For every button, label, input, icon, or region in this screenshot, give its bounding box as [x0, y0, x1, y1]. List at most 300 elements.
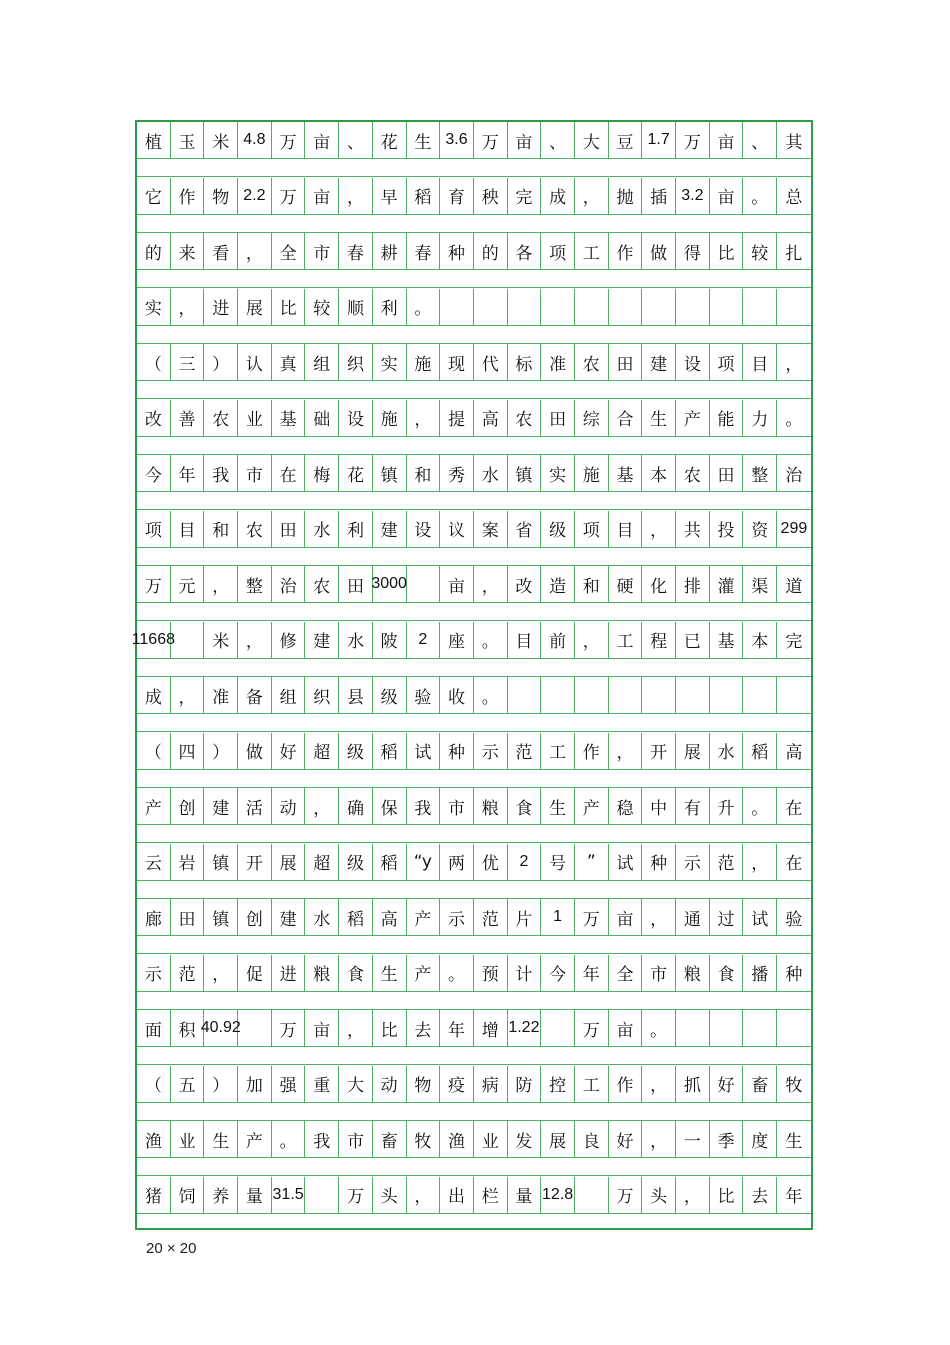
grid-cell: 粮 — [474, 788, 508, 824]
grid-cell: 12.8 — [541, 1177, 575, 1213]
grid-cell: 秧 — [474, 178, 508, 214]
text-row — [137, 233, 811, 270]
text-row — [137, 400, 811, 437]
grid-cell: 工 — [541, 733, 575, 769]
grid-cell: 米 — [204, 622, 238, 658]
grid-cell: 市 — [642, 955, 676, 991]
grid-cell: 农 — [508, 400, 542, 436]
grid-cell: 产 — [407, 955, 441, 991]
grid-cell: 两 — [440, 844, 474, 880]
grid-cell: 去 — [743, 1177, 777, 1213]
row-spacer — [137, 1158, 811, 1176]
grid-cell: 好 — [609, 1121, 643, 1157]
grid-cell: 云 — [137, 844, 171, 880]
grid-cell: 比 — [710, 1177, 744, 1213]
grid-cell: 施 — [407, 344, 441, 380]
row-spacer — [137, 215, 811, 233]
grid-cell: 试 — [407, 733, 441, 769]
grid-cell: 建 — [204, 788, 238, 824]
grid-cell: 畜 — [373, 1121, 407, 1157]
grid-cell: 进 — [204, 289, 238, 325]
grid-cell: 计 — [508, 955, 542, 991]
grid-cell: 优 — [474, 844, 508, 880]
grid-cell — [777, 1010, 811, 1046]
grid-cell: 来 — [171, 233, 205, 269]
grid-cell: 市 — [440, 788, 474, 824]
grid-cell: 组 — [272, 677, 306, 713]
grid-cell: 四 — [171, 733, 205, 769]
grid-cell: 万 — [575, 899, 609, 935]
grid-cell: 良 — [575, 1121, 609, 1157]
grid-cell: 治 — [785, 465, 803, 486]
grid-cell: 硬 — [609, 566, 643, 602]
grid-cell: 总 — [785, 188, 803, 208]
grid-cell: 设 — [676, 344, 710, 380]
grid-cell: 议 — [440, 511, 474, 547]
grid-cell: 梅 — [305, 455, 339, 491]
grid-cell: 稻 — [373, 844, 407, 880]
grid-cell: 级 — [541, 511, 575, 547]
grid-cell: 力 — [743, 400, 777, 436]
grid-cell: 、 — [541, 122, 575, 158]
grid-cell: 本 — [642, 455, 676, 491]
grid-cell: ， — [609, 733, 643, 769]
grid-cell: 建 — [373, 511, 407, 547]
grid-cell: 成 — [541, 178, 575, 214]
grid-cell: 、 — [743, 122, 777, 158]
grid-cell — [508, 677, 542, 713]
grid-cell: 各 — [508, 233, 542, 269]
grid-cell: 生 — [204, 1121, 238, 1157]
grid-cell: ， — [305, 788, 339, 824]
grid-cell: 作 — [609, 233, 643, 269]
grid-cell: 化 — [642, 566, 676, 602]
grid-cell: 认 — [238, 344, 272, 380]
grid-cell: 田 — [171, 899, 205, 935]
grid-cell: 五 — [171, 1066, 205, 1102]
grid-cell: 展 — [272, 844, 306, 880]
grid-cell: 织 — [339, 344, 373, 380]
grid-cell: 疫 — [440, 1066, 474, 1102]
grid-cell — [676, 1010, 710, 1046]
grid-cell: 4.8 — [238, 122, 272, 158]
grid-cell: 育 — [440, 178, 474, 214]
grid-cell: 病 — [474, 1066, 508, 1102]
grid-cell: 物 — [204, 178, 238, 214]
grid-cell: 种 — [440, 733, 474, 769]
grid-cell: 和 — [575, 566, 609, 602]
grid-cell: 工 — [575, 233, 609, 269]
grid-cell: 农 — [305, 566, 339, 602]
grid-cell: 片 — [508, 899, 542, 935]
grid-cell: 实 — [373, 344, 407, 380]
text-row — [137, 178, 811, 215]
grid-cell: 40.92 — [204, 1010, 238, 1046]
grid-cell: 渔 — [440, 1121, 474, 1157]
grid-cell: 能 — [710, 400, 744, 436]
grid-cell: （ — [137, 733, 171, 769]
grid-cell: 。 — [743, 788, 777, 824]
grid-cell: 通 — [676, 899, 710, 935]
grid-cell: 代 — [474, 344, 508, 380]
grid-cell: 亩 — [609, 1010, 643, 1046]
grid-cell: 粮 — [676, 955, 710, 991]
grid-cell: 水 — [305, 899, 339, 935]
grid-cell: 已 — [676, 622, 710, 658]
grid-cell: 2.2 — [238, 178, 272, 214]
grid-cell: 年 — [575, 955, 609, 991]
grid-cell: 强 — [272, 1066, 306, 1102]
grid-cell: 积 — [171, 1010, 205, 1046]
grid-cell: ， — [407, 400, 441, 436]
grid-cell: 本 — [743, 622, 777, 658]
grid-cell: 项 — [575, 511, 609, 547]
grid-cell: 田 — [609, 344, 643, 380]
grid-cell: 范 — [508, 733, 542, 769]
grid-cell: 试 — [609, 844, 643, 880]
text-row — [137, 1121, 811, 1158]
row-spacer — [137, 1047, 811, 1065]
grid-cell: 资 — [743, 511, 777, 547]
grid-cell: 排 — [676, 566, 710, 602]
grid-cell: 防 — [508, 1066, 542, 1102]
grid-cell: 基 — [272, 400, 306, 436]
grid-cell: 我 — [407, 788, 441, 824]
grid-cell: 在 — [785, 798, 803, 819]
grid-cell: “y — [407, 844, 441, 880]
text-row — [137, 788, 811, 825]
grid-cell: 亩 — [440, 566, 474, 602]
grid-cell: 2 — [508, 844, 542, 880]
grid-cell: 完 — [508, 178, 542, 214]
grid-cell: 创 — [238, 899, 272, 935]
grid-cell: 准 — [541, 344, 575, 380]
grid-cell: 实 — [541, 455, 575, 491]
grid-cell — [238, 1010, 272, 1046]
row-spacer — [137, 548, 811, 566]
grid-cell: ， — [238, 233, 272, 269]
grid-cell — [777, 289, 811, 325]
grid-cell: 亩 — [710, 178, 744, 214]
grid-cell: 和 — [407, 455, 441, 491]
grid-cell: 年 — [440, 1010, 474, 1046]
grid-cell: 较 — [743, 233, 777, 269]
text-row — [137, 511, 811, 548]
grid-cell: 目 — [609, 511, 643, 547]
grid-cell: 级 — [339, 733, 373, 769]
grid-cell: 田 — [339, 566, 373, 602]
grid-cell: 产 — [407, 899, 441, 935]
grid-cell: 今 — [541, 955, 575, 991]
grid-cell: 稻 — [407, 178, 441, 214]
grid-cell: 提 — [440, 400, 474, 436]
grid-cell: 范 — [474, 899, 508, 935]
grid-cell: 水 — [474, 455, 508, 491]
grid-cell: 米 — [204, 122, 238, 158]
grid-cell — [710, 1010, 744, 1046]
grid-cell — [575, 1177, 609, 1213]
grid-cell: ， — [204, 566, 238, 602]
grid-cell: （ — [137, 344, 171, 380]
grid-cell: 大 — [339, 1066, 373, 1102]
grid-cell: 年 — [785, 1187, 803, 1207]
grid-cell: 3000 — [373, 566, 407, 602]
grid-cell: ， — [743, 844, 777, 880]
grid-cell: 猪 — [137, 1177, 171, 1213]
text-row — [137, 844, 811, 881]
grid-cell: 1.22 — [508, 1010, 542, 1046]
grid-cell: 共 — [676, 511, 710, 547]
grid-cell: （ — [137, 1066, 171, 1102]
grid-cell: 比 — [373, 1010, 407, 1046]
grid-cell: 播 — [743, 955, 777, 991]
grid-cell: 产 — [575, 788, 609, 824]
grid-cell: 高 — [474, 400, 508, 436]
grid-cell: 元 — [171, 566, 205, 602]
grid-cell: 扎 — [785, 243, 803, 264]
grid-cell: 创 — [171, 788, 205, 824]
grid-cell: 实 — [137, 289, 171, 325]
grid-cell: 市 — [339, 1121, 373, 1157]
grid-cell: 作 — [609, 1066, 643, 1102]
grid-cell: 施 — [373, 400, 407, 436]
grid-cell: 动 — [373, 1066, 407, 1102]
grid-cell — [609, 677, 643, 713]
grid-cell: 改 — [508, 566, 542, 602]
grid-cell: 亩 — [305, 1010, 339, 1046]
grid-cell: 验 — [407, 677, 441, 713]
grid-cell: 级 — [373, 677, 407, 713]
grid-cell: 项 — [137, 511, 171, 547]
grid-cell: 季 — [710, 1121, 744, 1157]
grid-cell: ） — [204, 344, 238, 380]
grid-cell: 插 — [642, 178, 676, 214]
row-spacer — [137, 936, 811, 954]
grid-cell: 的 — [474, 233, 508, 269]
grid-cell: 做 — [642, 233, 676, 269]
grid-cell: 发 — [508, 1121, 542, 1157]
grid-cell: 秀 — [440, 455, 474, 491]
grid-cell: 市 — [305, 233, 339, 269]
row-spacer — [137, 992, 811, 1010]
grid-cell: 全 — [609, 955, 643, 991]
grid-cell — [743, 677, 777, 713]
grid-cell: 出 — [440, 1177, 474, 1213]
grid-cell: 。 — [440, 955, 474, 991]
grid-cell: 生 — [407, 122, 441, 158]
grid-cell: 顺 — [339, 289, 373, 325]
grid-cell: 高 — [373, 899, 407, 935]
grid-cell: 其 — [785, 132, 803, 153]
row-spacer — [137, 714, 811, 732]
grid-cell: 亩 — [609, 899, 643, 935]
grid-cell: 级 — [339, 844, 373, 880]
grid-cell: ， — [171, 677, 205, 713]
grid-cell: 产 — [238, 1121, 272, 1157]
grid-cell: 准 — [204, 677, 238, 713]
grid-cell — [474, 289, 508, 325]
grid-cell: 农 — [575, 344, 609, 380]
grid-cell: 基 — [710, 622, 744, 658]
grid-cell: 确 — [339, 788, 373, 824]
grid-cell: 项 — [710, 344, 744, 380]
grid-cell: 植 — [137, 122, 171, 158]
manuscript-grid — [131, 120, 813, 1230]
text-row — [137, 677, 811, 714]
grid-cell: 物 — [407, 1066, 441, 1102]
grid-cell: 在 — [272, 455, 306, 491]
grid-cell: ） — [204, 733, 238, 769]
grid-cell: 施 — [575, 455, 609, 491]
grid-cell: 花 — [373, 122, 407, 158]
grid-cell: 超 — [305, 844, 339, 880]
grid-cell: 目 — [508, 622, 542, 658]
grid-cell: 头 — [642, 1177, 676, 1213]
grid-cell: 稻 — [373, 733, 407, 769]
grid-cell — [609, 289, 643, 325]
grid-cell: 全 — [272, 233, 306, 269]
grid-cell: 织 — [305, 677, 339, 713]
row-spacer — [137, 603, 811, 621]
row-spacer — [137, 437, 811, 455]
grid-cell: 成 — [137, 677, 171, 713]
text-row — [137, 1177, 811, 1214]
grid-cell: 量 — [508, 1177, 542, 1213]
grid-cell: 较 — [305, 289, 339, 325]
text-row — [131, 622, 811, 659]
grid-cell: ， — [642, 511, 676, 547]
grid-cell: 和 — [204, 511, 238, 547]
grid-cell: ， — [204, 955, 238, 991]
text-row — [137, 289, 811, 326]
grid-cell: 工 — [609, 622, 643, 658]
row-spacer — [137, 270, 811, 288]
grid-cell: 业 — [474, 1121, 508, 1157]
grid-cell: 1 — [541, 899, 575, 935]
grid-cell: 好 — [710, 1066, 744, 1102]
grid-cell: 业 — [238, 400, 272, 436]
grid-cell: 建 — [642, 344, 676, 380]
grid-cell: 保 — [373, 788, 407, 824]
grid-cell: 299 — [780, 519, 808, 537]
grid-cell: 中 — [642, 788, 676, 824]
row-spacer — [137, 881, 811, 899]
row-spacer — [137, 159, 811, 177]
grid-cell: 种 — [440, 233, 474, 269]
grid-cell: 进 — [272, 955, 306, 991]
grid-cell: 好 — [272, 733, 306, 769]
text-row — [137, 733, 811, 770]
grid-cell: 稻 — [339, 899, 373, 935]
grid-cell: 产 — [676, 400, 710, 436]
grid-cell — [676, 677, 710, 713]
grid-cell — [642, 289, 676, 325]
grid-cell: 食 — [339, 955, 373, 991]
grid-cell: 在 — [785, 854, 803, 874]
grid-cell: 前 — [541, 622, 575, 658]
grid-cell: 整 — [743, 455, 777, 491]
grid-cell: 础 — [305, 400, 339, 436]
grid-cell: 业 — [171, 1121, 205, 1157]
grid-cell: 比 — [710, 233, 744, 269]
grid-cell: 去 — [407, 1010, 441, 1046]
grid-cell: 道 — [785, 576, 803, 597]
grid-cell: 示 — [440, 899, 474, 935]
grid-cell: 大 — [575, 122, 609, 158]
grid-cell: 得 — [676, 233, 710, 269]
grid-cell: 。 — [407, 289, 441, 325]
grid-cell: ， — [407, 1177, 441, 1213]
grid-cell: 豆 — [609, 122, 643, 158]
text-row — [137, 1010, 811, 1047]
grid-cell: 万 — [676, 122, 710, 158]
grid-cell — [676, 289, 710, 325]
row-spacer — [137, 659, 811, 677]
grid-cell: ， — [339, 1010, 373, 1046]
grid-cell: 目 — [743, 344, 777, 380]
row-spacer — [137, 770, 811, 788]
text-row — [137, 455, 811, 492]
grid-cell: 11668 — [137, 622, 171, 658]
grid-cell: 食 — [710, 955, 744, 991]
grid-cell: 廊 — [137, 899, 171, 935]
grid-cell: 省 — [508, 511, 542, 547]
grid-cell — [171, 622, 205, 658]
grid-cell: 项 — [541, 233, 575, 269]
grid-cell — [541, 289, 575, 325]
grid-cell: 农 — [676, 455, 710, 491]
grid-cell: 农 — [204, 400, 238, 436]
text-row — [137, 122, 811, 159]
grid-cell: 开 — [642, 733, 676, 769]
grid-cell: 。 — [474, 622, 508, 658]
grid-cell — [541, 1010, 575, 1046]
grid-cell: 综 — [575, 400, 609, 436]
grid-cell: 范 — [710, 844, 744, 880]
grid-cell: 水 — [339, 622, 373, 658]
grid-cell: 增 — [474, 1010, 508, 1046]
grid-cell: 。 — [785, 410, 803, 430]
grid-cell: 的 — [137, 233, 171, 269]
grid-cell: 座 — [440, 622, 474, 658]
grid-cell: 示 — [676, 844, 710, 880]
grid-cell: 展 — [238, 289, 272, 325]
grid-cell: 镇 — [204, 844, 238, 880]
grid-cell: 展 — [676, 733, 710, 769]
grid-cell: 亩 — [710, 122, 744, 158]
grid-cell: ， — [785, 354, 803, 375]
grid-cell: 镇 — [508, 455, 542, 491]
text-row — [137, 566, 811, 603]
grid-cell: ， — [642, 1121, 676, 1157]
grid-cell: 一 — [676, 1121, 710, 1157]
grid-cell — [541, 677, 575, 713]
grid-cell: ” — [575, 844, 609, 880]
grid-cell: 度 — [743, 1121, 777, 1157]
grid-cell: ， — [339, 178, 373, 214]
grid-cell: 镇 — [204, 899, 238, 935]
grid-cell: 田 — [541, 400, 575, 436]
grid-cell: 治 — [272, 566, 306, 602]
grid-cell: 春 — [339, 233, 373, 269]
grid-cell: 、 — [339, 122, 373, 158]
grid-cell: 比 — [272, 289, 306, 325]
grid-cell: 现 — [440, 344, 474, 380]
grid-cell: 田 — [272, 511, 306, 547]
grid-cell: 万 — [474, 122, 508, 158]
grid-cell: 。 — [272, 1121, 306, 1157]
grid-cell: 耕 — [373, 233, 407, 269]
